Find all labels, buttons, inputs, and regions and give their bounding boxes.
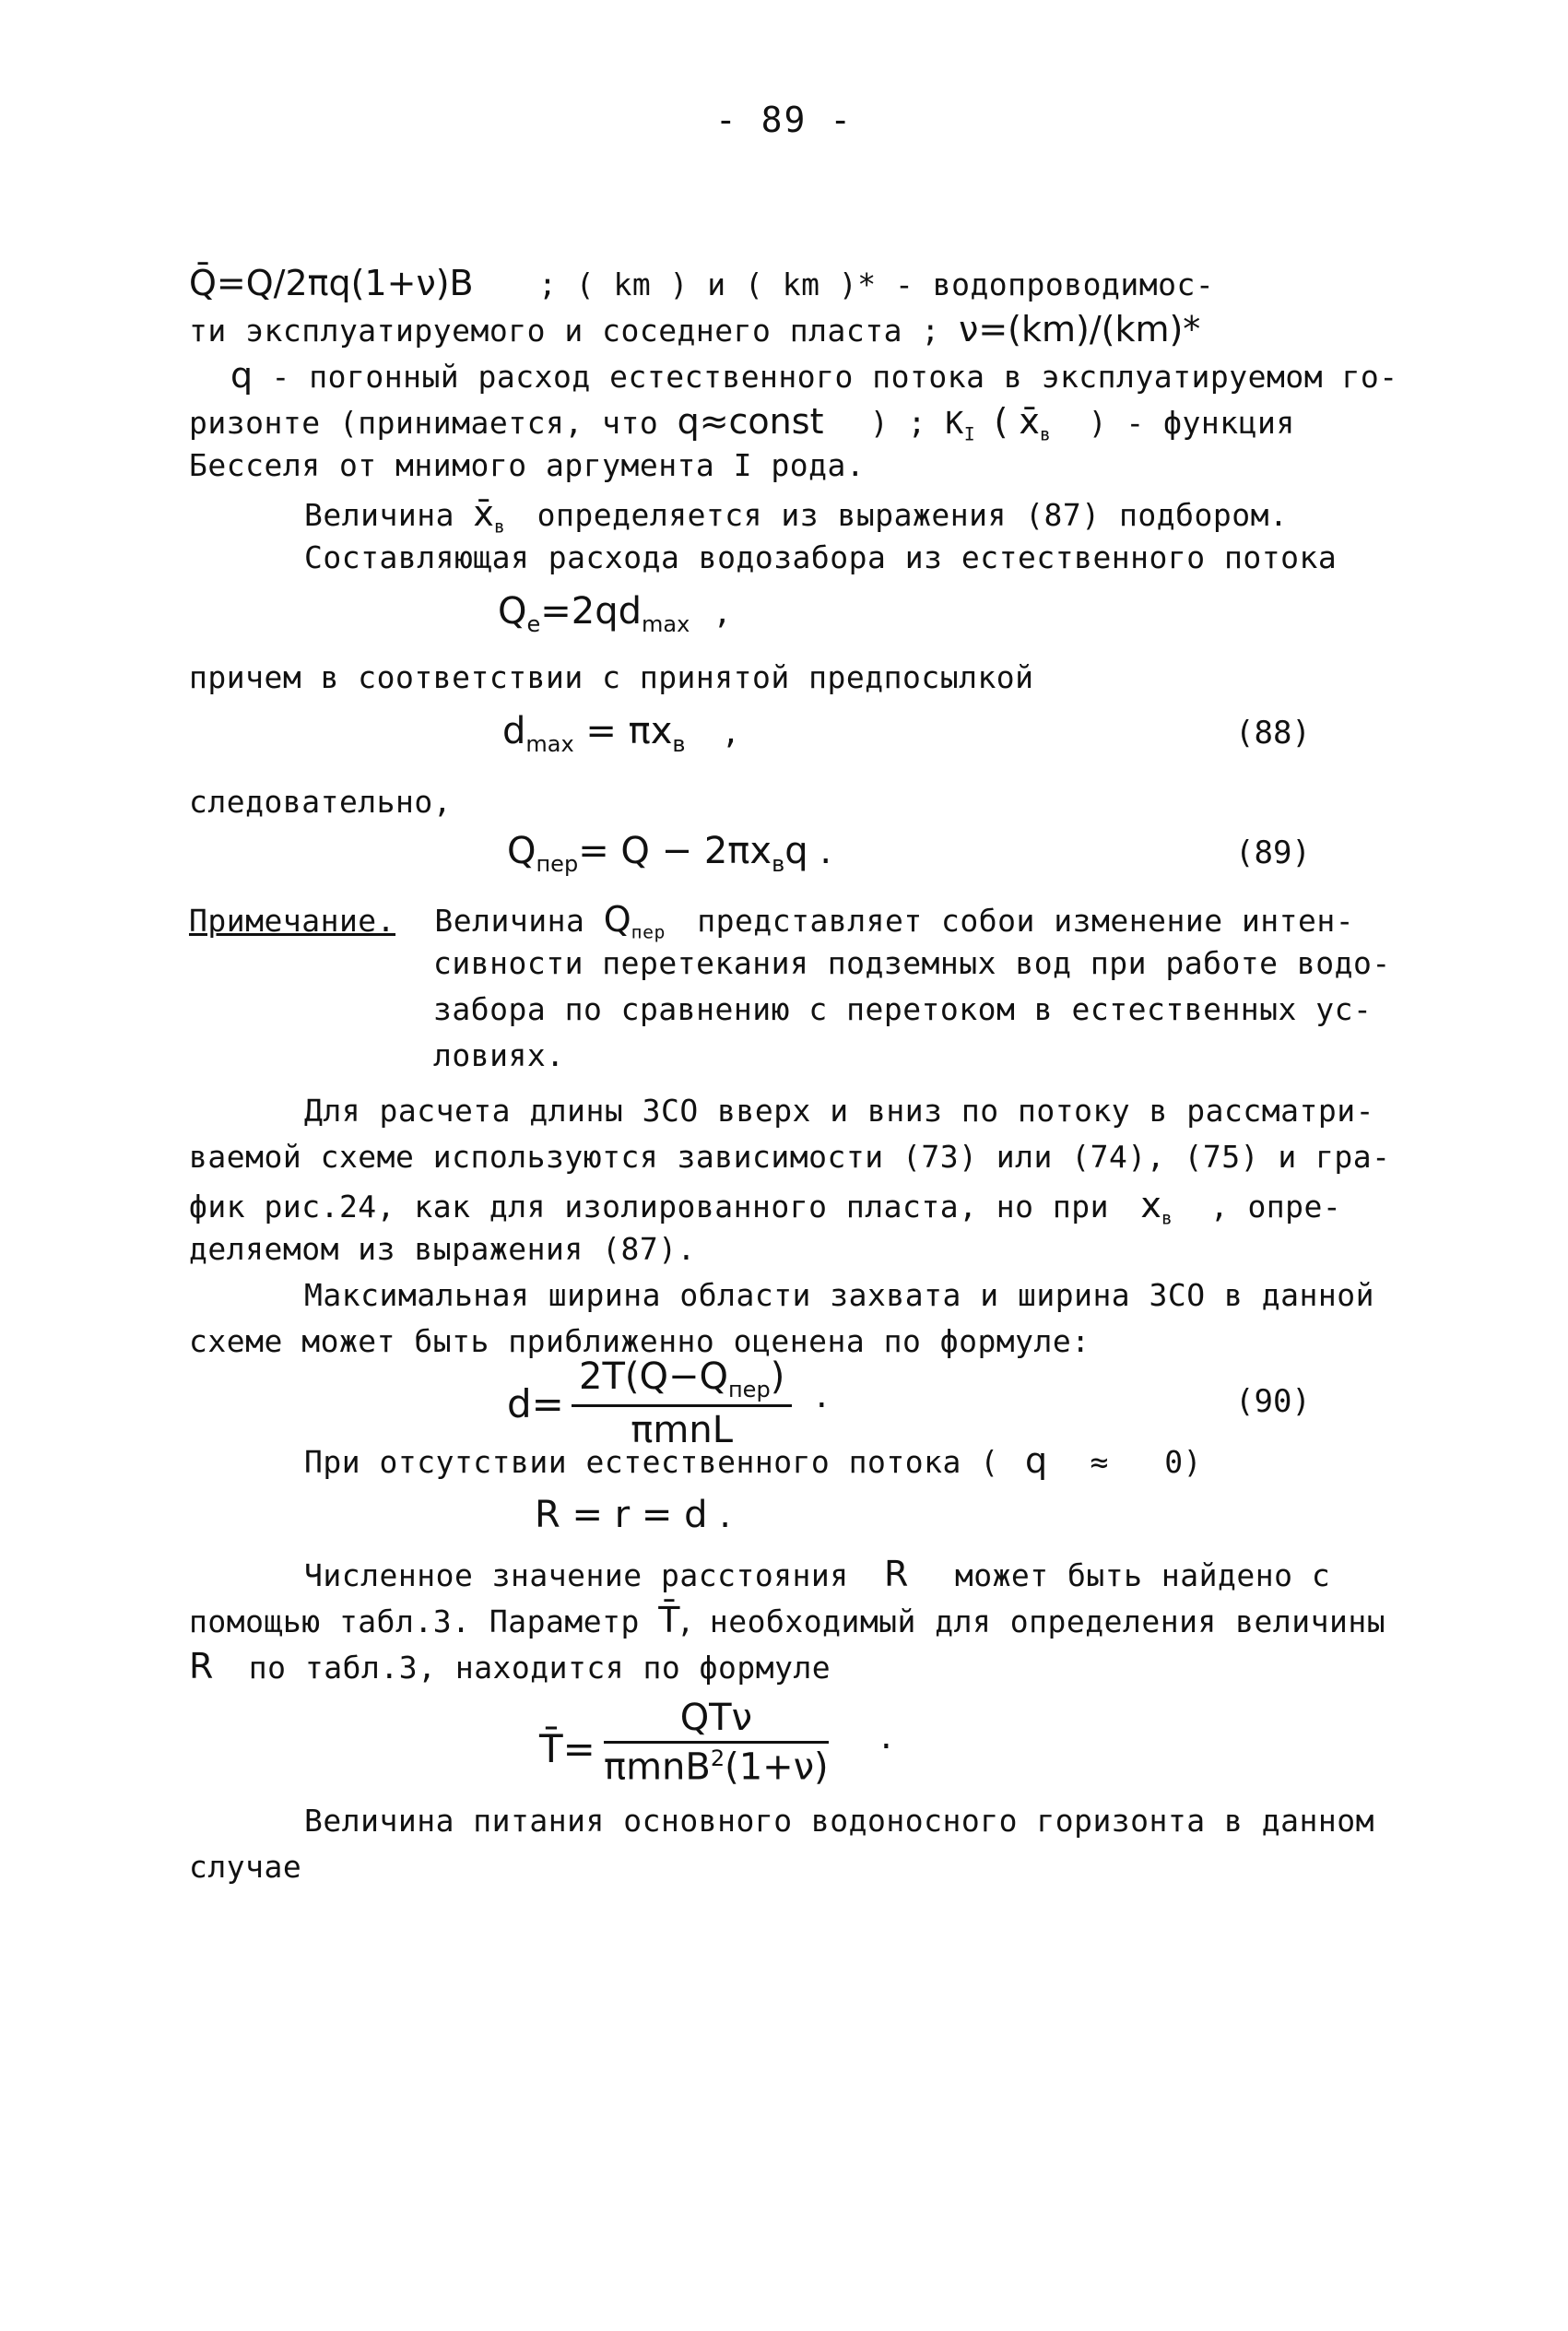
definition-line-1 — [189, 263, 1214, 303]
equation-number-89: (89) — [1235, 834, 1311, 871]
equation-number-90: (90) — [1235, 1383, 1311, 1420]
page-number: - 89 - — [714, 100, 854, 140]
text: по табл.3, находится по формуле — [248, 1650, 831, 1686]
formula-r: R = r = d . — [535, 1494, 731, 1536]
subscript: I — [963, 423, 976, 445]
formula-nu: ν=(km)/(km)* — [959, 309, 1201, 349]
text: Составляющая расхода водозабора из естественного потока — [304, 539, 1338, 575]
paragraph-zso-line-3 — [189, 1185, 1341, 1229]
paragraph-no-flow — [304, 1440, 1202, 1481]
text: = πx — [573, 710, 673, 752]
text: ; ( km ) и ( km )* - водопроводимос- — [537, 266, 1215, 302]
formula-90-tail: . — [816, 1374, 828, 1416]
denominator: πmnB$^2$(1+ν) — [604, 1745, 829, 1789]
paragraph-supply-line-2: случае — [189, 1849, 302, 1885]
paragraph-supply-line-1: Величина питания основного водоносного горизонта в данном — [304, 1803, 1374, 1839]
paragraph-xb — [304, 493, 1288, 538]
symbol-x: ( x̄ — [994, 401, 1040, 442]
subscript: в — [1161, 1207, 1173, 1229]
note-line-1 — [189, 899, 1354, 943]
text: = Q − 2πx — [578, 830, 772, 872]
equation-number-88: (88) — [1235, 715, 1311, 751]
paragraph-width-line-1: Максимальная ширина области захвата и ширина ЗСО в данной — [304, 1277, 1374, 1313]
paragraph-r-line-1 — [304, 1554, 1330, 1594]
formula-q-const: q≈const — [677, 401, 824, 442]
text: Q — [498, 590, 527, 633]
numerator: QTν — [604, 1697, 829, 1744]
formula-90-lhs: d= — [507, 1381, 564, 1426]
symbol-x: x̄ — [473, 493, 494, 534]
text: Численное значение расстояния — [304, 1557, 849, 1593]
paragraph-zso-line-1: Для расчета длины ЗСО вверх и вниз по потоку в рассматри- — [304, 1093, 1374, 1129]
text: фик рис.24, как для изолированного пласта, но при — [189, 1189, 1110, 1225]
text: определяется из выражения (87) подбором. — [536, 497, 1289, 533]
text: ≈ — [1090, 1444, 1109, 1480]
text: ) - функция — [1088, 405, 1295, 441]
formula-t-tail: . — [880, 1715, 892, 1757]
note-label: Примечание. — [189, 903, 396, 939]
symbol-r: R — [189, 1646, 214, 1686]
text: =2qd — [540, 590, 642, 633]
text: При отсутствии естественного потока ( — [304, 1444, 999, 1480]
symbol-q: q — [230, 355, 253, 396]
numerator: $2T(Q-Q_{пер})$ — [572, 1355, 792, 1407]
text: причем в соответствии с принятой предпосылкой — [189, 659, 1034, 695]
formula-qe — [498, 590, 728, 637]
paragraph-r-line-2 — [189, 1600, 1385, 1640]
formula-t-lhs: T̄= — [539, 1726, 595, 1771]
paragraph-whereby — [189, 659, 1034, 695]
text: Бесселя от мнимого аргумента I рода. — [189, 447, 866, 483]
subscript: пер — [536, 851, 579, 877]
subscript: в — [672, 731, 686, 757]
subscript: пер — [631, 921, 666, 943]
text: помощью табл.3. Параметр — [189, 1603, 640, 1639]
symbol-q-per: Q — [603, 899, 631, 940]
formula-90-fraction — [572, 1355, 792, 1451]
subscript: в — [493, 515, 506, 538]
denominator: πmnL — [631, 1409, 733, 1451]
subscript: max — [525, 731, 574, 757]
text: следовательно, — [189, 784, 453, 820]
note-line-4: ловиях. — [433, 1037, 565, 1073]
paragraph-therefore — [189, 784, 452, 820]
symbol-t-bar: T̄, — [658, 1600, 691, 1640]
text: d — [502, 710, 526, 752]
text: Величина — [304, 497, 454, 533]
subscript: e — [526, 611, 541, 637]
text: Q — [507, 830, 536, 872]
text: , — [725, 710, 737, 752]
subscript: max — [642, 611, 690, 637]
text: , опре- — [1209, 1189, 1342, 1225]
note-line-2: сивности перетекания подземных вод при работе водо- — [433, 945, 1391, 981]
formula-q-bar: Q̄=Q/2πq(1+ν)B — [189, 263, 474, 303]
text: , — [716, 590, 728, 633]
text: 0) — [1164, 1444, 1202, 1480]
definition-q-line-2 — [189, 401, 1295, 445]
text: q . — [784, 830, 832, 872]
text: может быть найдено с — [954, 1557, 1331, 1593]
text: представляет собои изменение интен- — [697, 903, 1355, 939]
paragraph-zso-line-2: ваемой схеме используются зависимости (73) или (74), (75) и гра- — [189, 1139, 1391, 1175]
paragraph-r-line-3 — [189, 1646, 831, 1686]
symbol-q: q — [1024, 1440, 1048, 1481]
definition-q-line-3 — [189, 447, 865, 483]
text: - погонный расход естественного потока в эксплуатируемом го- — [271, 359, 1398, 395]
symbol-r: R — [884, 1554, 909, 1594]
subscript: в — [1039, 423, 1052, 445]
definition-q-line-1 — [230, 355, 1398, 396]
definition-line-2 — [189, 309, 1200, 349]
formula-t-fraction — [604, 1697, 829, 1788]
formula-89 — [507, 830, 831, 877]
text: ) ; K — [869, 405, 964, 441]
note-line-3: забора по сравнению с перетоком в естественных ус- — [433, 991, 1373, 1027]
symbol-x: x — [1140, 1185, 1161, 1225]
paragraph-component — [304, 539, 1337, 575]
text: ризонте (принимается, что — [189, 405, 659, 441]
formula-88 — [502, 710, 737, 757]
text: Величина — [434, 903, 585, 939]
text: необходимый для определения величины — [709, 1603, 1386, 1639]
paragraph-zso-line-4: деляемом из выражения (87). — [189, 1231, 696, 1267]
paragraph-width-line-2: схеме может быть приближенно оценена по формуле: — [189, 1323, 1091, 1359]
subscript: в — [772, 851, 785, 877]
text: ти эксплуатируемого и соседнего пласта ; — [189, 313, 940, 349]
